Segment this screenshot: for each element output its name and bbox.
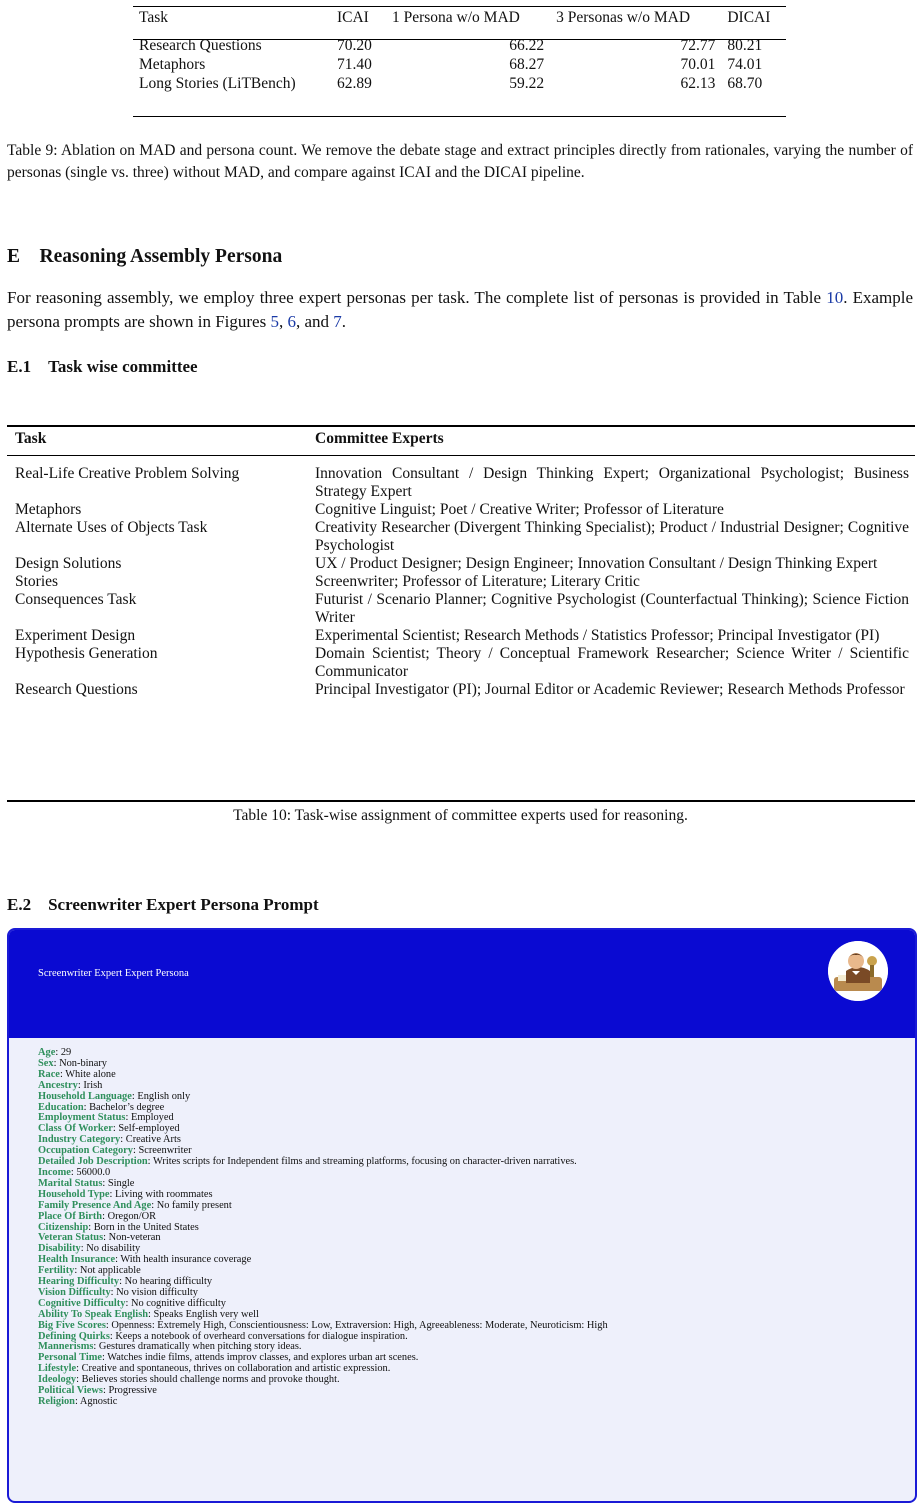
- persona-attribute-value: Creative and spontaneous, thrives on collaboration and artistic expression.: [81, 1363, 391, 1375]
- persona-attribute-key: Religion: [38, 1396, 75, 1407]
- persona-attribute-key: Age: [38, 1047, 56, 1058]
- figure-reference-link[interactable]: 6: [287, 312, 296, 331]
- persona-attribute-separator: :: [105, 1319, 112, 1331]
- persona-attribute-value: Irish: [83, 1079, 103, 1091]
- persona-attribute-separator: :: [109, 1188, 116, 1200]
- persona-attribute-separator: :: [59, 1068, 66, 1080]
- persona-attribute-value: No cognitive difficulty: [130, 1297, 226, 1309]
- persona-attribute-separator: :: [76, 1374, 82, 1386]
- persona-attribute-value: Screenwriter: [138, 1145, 192, 1157]
- section-paragraph: [7, 286, 913, 334]
- persona-attribute: [38, 1157, 608, 1168]
- figure-reference-link[interactable]: 7: [333, 312, 342, 331]
- persona-attribute-key: Health Insurance: [38, 1254, 116, 1266]
- persona-attribute: [38, 1386, 608, 1397]
- persona-attribute-separator: :: [120, 1134, 126, 1146]
- table-row: [7, 591, 915, 627]
- persona-attribute-value: Not applicable: [79, 1265, 141, 1277]
- persona-attribute-separator: :: [102, 1177, 108, 1189]
- persona-attribute-key: Household Type: [38, 1188, 110, 1200]
- persona-attribute-value: Openness: Extremely High, Conscientiousness: Low, Extraversion: High, Agreeableness: Moderate, Neuroticism: High: [111, 1319, 608, 1331]
- table-cell: Metaphors: [139, 56, 206, 73]
- persona-attribute-key: Marital Status: [38, 1177, 103, 1189]
- persona-attribute-key: Occupation Category: [38, 1145, 133, 1157]
- persona-attribute-value: Believes stories should challenge norms and provoke thought.: [81, 1374, 340, 1386]
- persona-attribute-value: Writes scripts for Independent films and streaming platforms, focusing on character-driven narratives.: [152, 1156, 577, 1168]
- persona-attribute-value: Speaks English very well: [153, 1308, 259, 1320]
- table-row: [7, 573, 915, 591]
- persona-attribute-value: No family present: [156, 1199, 232, 1211]
- table-10: [7, 430, 915, 448]
- persona-card: [7, 928, 917, 1503]
- persona-attribute-value: Keeps a notebook of overheard conversations for dialogue inspiration.: [115, 1330, 408, 1342]
- persona-attribute-key: Mannerisms: [38, 1341, 94, 1353]
- persona-card-header: [9, 930, 915, 1038]
- persona-attribute-separator: :: [55, 1047, 61, 1058]
- persona-attribute: [38, 1059, 608, 1070]
- persona-attribute-separator: :: [109, 1330, 116, 1342]
- persona-attribute-separator: :: [102, 1210, 108, 1222]
- persona-attribute-separator: :: [101, 1352, 108, 1364]
- table-cell: Cognitive Linguist; Poet / Creative Writer; Professor of Literature: [315, 501, 724, 518]
- screenwriter-avatar-icon: [828, 941, 888, 1001]
- persona-attribute-value: Watches indie films, attends improv classes, and explores urban art scenes.: [107, 1352, 419, 1364]
- table-cell: 70.01: [680, 56, 716, 73]
- persona-attribute-key: Family Presence And Age: [38, 1199, 152, 1211]
- persona-attribute-value: 56000.0: [76, 1166, 111, 1178]
- persona-attribute-value: Agnostic: [79, 1396, 118, 1407]
- table-cell: Real-Life Creative Problem Solving: [15, 465, 240, 482]
- persona-attribute-value: Gestures dramatically when pitching story ideas.: [98, 1341, 302, 1353]
- table-cell: Innovation Consultant / Design Thinking Expert; Organizational Psychologist; Business Strategy Expert: [315, 465, 909, 500]
- table-cell: Screenwriter; Professor of Literature; Literary Critic: [315, 573, 640, 590]
- persona-attribute-separator: :: [125, 1297, 131, 1309]
- table-row: [7, 627, 915, 645]
- persona-attribute-value: With health insurance coverage: [120, 1254, 252, 1266]
- table-cell: 70.20: [336, 37, 372, 54]
- persona-attribute-separator: :: [148, 1308, 154, 1320]
- persona-attribute-value: 29: [60, 1047, 72, 1058]
- table-cell: Experimental Scientist; Research Methods / Statistics Professor; Principal Investigator (PI): [315, 627, 880, 644]
- persona-attribute-key: Cognitive Difficulty: [38, 1297, 126, 1309]
- paragraph-text: .: [341, 312, 347, 331]
- paragraph-text: For reasoning assembly, we employ three expert personas per task. The complete list of personas is provided in Table: [7, 288, 827, 307]
- persona-attribute-separator: :: [53, 1057, 60, 1069]
- table-cell: Alternate Uses of Objects Task: [15, 519, 208, 536]
- paragraph-text: . Example persona prompts are shown in Figures: [7, 288, 914, 331]
- table-10-caption: Table 10: Task-wise assignment of committee experts used for reasoning.: [233, 807, 688, 824]
- table-row: [7, 465, 915, 501]
- table-9-header-cell: DICAI: [727, 9, 771, 26]
- table-cell: Experiment Design: [15, 627, 136, 644]
- persona-attribute-value: Living with roommates: [115, 1188, 213, 1200]
- table-row: [133, 55, 786, 74]
- table-cell: Long Stories (LiTBench): [139, 75, 296, 92]
- persona-attribute-separator: :: [77, 1079, 84, 1091]
- table-cell: 62.89: [336, 75, 372, 92]
- persona-attribute-value: White alone: [65, 1068, 116, 1080]
- persona-attribute-value: Non-binary: [59, 1057, 107, 1069]
- persona-attribute-separator: :: [80, 1243, 87, 1255]
- persona-attribute-separator: :: [119, 1276, 125, 1288]
- persona-card-title: Screenwriter Expert Expert Persona: [38, 968, 189, 979]
- persona-attribute-key: Citizenship: [38, 1221, 89, 1233]
- persona-attribute-key: Race: [38, 1068, 60, 1080]
- persona-attribute-value: No hearing difficulty: [124, 1276, 213, 1288]
- table-cell: Principal Investigator (PI); Journal Editor or Academic Reviewer; Research Methods Professor: [315, 681, 905, 698]
- persona-attribute-separator: :: [131, 1090, 138, 1102]
- figure-reference-link[interactable]: 5: [270, 312, 279, 331]
- persona-attribute-key: Personal Time: [38, 1352, 102, 1364]
- table-row: [7, 501, 915, 519]
- persona-attribute-key: Employment Status: [38, 1112, 126, 1124]
- table-cell: Metaphors: [15, 501, 82, 518]
- table-cell: Research Questions: [15, 681, 138, 698]
- table-cell: 59.22: [509, 75, 545, 92]
- persona-attribute-separator: :: [151, 1199, 157, 1211]
- table-cell: Hypothesis Generation: [15, 645, 158, 662]
- table-9-caption: Table 9: Ablation on MAD and persona count. We remove the debate stage and extract principles directly from rationales, varying the number of personas (single vs. three) without MAD, and compare against ICAI and the DICAI pipeline.: [7, 142, 913, 181]
- persona-attribute-separator: :: [147, 1156, 153, 1168]
- persona-attribute-key: Lifestyle: [38, 1363, 77, 1375]
- persona-attribute-key: Education: [38, 1101, 84, 1113]
- persona-attribute-separator: :: [132, 1145, 139, 1157]
- persona-attribute-key: Fertility: [38, 1265, 75, 1277]
- persona-attribute: [38, 1048, 608, 1059]
- persona-attribute-key: Ancestry: [38, 1079, 78, 1091]
- persona-attribute-separator: :: [83, 1101, 90, 1113]
- persona-attribute-separator: :: [112, 1123, 119, 1135]
- table-cell: 80.21: [727, 37, 763, 54]
- persona-attribute-key: Ability To Speak English: [38, 1308, 149, 1320]
- persona-attribute-value: Self-employed: [118, 1123, 180, 1135]
- persona-attribute-key: Political Views: [38, 1385, 103, 1397]
- table-10-body: [7, 465, 915, 699]
- paragraph-text: , and: [295, 312, 334, 331]
- table-reference-link[interactable]: 10: [826, 288, 844, 307]
- persona-attribute-key: Vision Difficulty: [38, 1286, 111, 1298]
- persona-attribute-separator: :: [76, 1363, 82, 1375]
- persona-attribute-value: Progressive: [108, 1385, 157, 1397]
- persona-attribute-separator: :: [70, 1166, 77, 1178]
- persona-attribute-value: Born in the United States: [93, 1221, 199, 1233]
- table-row: [7, 681, 915, 699]
- table-cell: Design Solutions: [15, 555, 122, 572]
- table-cell: Stories: [15, 573, 59, 590]
- table-9-header-cell: Task: [139, 9, 169, 26]
- persona-attribute: [38, 1397, 608, 1408]
- persona-attribute-key: Ideology: [38, 1374, 77, 1386]
- table-cell: 62.13: [680, 75, 716, 92]
- table-9-header-cell: 3 Personas w/o MAD: [556, 9, 691, 26]
- persona-attribute-key: Hearing Difficulty: [38, 1276, 120, 1288]
- persona-attribute-key: Disability: [38, 1243, 81, 1255]
- table-cell: Consequences Task: [15, 591, 137, 608]
- persona-attribute-key: Defining Quirks: [38, 1330, 110, 1342]
- persona-attribute-separator: :: [88, 1221, 94, 1233]
- paragraph-text: ,: [278, 312, 288, 331]
- persona-attribute-value: Non-veteran: [108, 1232, 161, 1244]
- table-cell: 68.70: [727, 75, 763, 92]
- table-cell: Futurist / Scenario Planner; Cognitive Psychologist (Counterfactual Thinking); Science Fiction Writer: [315, 591, 909, 626]
- table-cell: UX / Product Designer; Design Engineer; Innovation Consultant / Design Thinking Expert: [315, 555, 878, 572]
- persona-attribute-value: Single: [107, 1177, 135, 1189]
- table-cell: Domain Scientist; Theory / Conceptual Framework Researcher; Science Writer / Scientific Communicator: [315, 645, 909, 680]
- persona-attribute-separator: :: [125, 1112, 131, 1124]
- persona-attribute-value: No vision difficulty: [116, 1286, 198, 1298]
- persona-attribute-separator: :: [115, 1254, 121, 1266]
- table-10-header-cell: Committee Experts: [315, 430, 444, 447]
- persona-attribute-key: Place Of Birth: [38, 1210, 103, 1222]
- persona-attribute-separator: :: [93, 1341, 99, 1353]
- subsection-heading: E.2 Screenwriter Expert Persona Prompt: [7, 895, 319, 914]
- table-cell: 71.40: [336, 56, 372, 73]
- persona-attribute-separator: :: [74, 1265, 80, 1277]
- persona-attribute-separator: :: [102, 1385, 109, 1397]
- persona-attribute-separator: :: [74, 1396, 80, 1407]
- persona-attribute-separator: :: [110, 1286, 117, 1298]
- persona-attribute-key: Class Of Worker: [38, 1123, 113, 1135]
- persona-attribute-value: Bachelor’s degree: [89, 1101, 165, 1113]
- table-cell: 72.77: [680, 37, 716, 54]
- persona-attribute-key: Income: [38, 1166, 71, 1178]
- table-row: [7, 555, 915, 573]
- table-9-header-cell: ICAI: [336, 9, 369, 26]
- table-cell: 68.27: [509, 56, 545, 73]
- table-row: [7, 645, 915, 681]
- persona-attribute-list: [38, 1048, 608, 1408]
- table-row: [133, 74, 786, 93]
- persona-attribute-value: Oregon/OR: [107, 1210, 157, 1222]
- persona-attribute-key: Veteran Status: [38, 1232, 104, 1244]
- persona-attribute-separator: :: [103, 1232, 109, 1244]
- table-cell: Creativity Researcher (Divergent Thinking Specialist); Product / Industrial Designer; Cognitive Psychologist: [315, 519, 909, 554]
- table-9-header-row: [133, 8, 786, 27]
- persona-attribute-key: Industry Category: [38, 1134, 121, 1146]
- table-cell: 66.22: [509, 37, 545, 54]
- avatar: [828, 941, 888, 1001]
- section-heading: E Reasoning Assembly Persona: [7, 246, 283, 267]
- table-9: [133, 8, 786, 93]
- table-cell: 74.01: [727, 56, 763, 73]
- table-row: [7, 519, 915, 555]
- table-cell: Research Questions: [139, 37, 262, 54]
- table-10-header-row: [7, 430, 915, 448]
- persona-attribute-key: Sex: [38, 1057, 54, 1069]
- persona-attribute-value: Employed: [130, 1112, 174, 1124]
- persona-attribute-value: Creative Arts: [125, 1134, 181, 1146]
- persona-attribute-key: Detailed Job Description: [38, 1156, 148, 1168]
- subsection-heading: E.1 Task wise committee: [7, 357, 198, 376]
- persona-attribute-value: English only: [137, 1090, 191, 1102]
- persona-attribute: [38, 1070, 608, 1081]
- persona-attribute-key: Big Five Scores: [38, 1319, 106, 1331]
- persona-attribute-key: Household Language: [38, 1090, 132, 1102]
- table-9-header-cell: 1 Persona w/o MAD: [391, 9, 520, 26]
- table-10-header-cell: Task: [15, 430, 47, 447]
- persona-attribute-value: No disability: [86, 1243, 141, 1255]
